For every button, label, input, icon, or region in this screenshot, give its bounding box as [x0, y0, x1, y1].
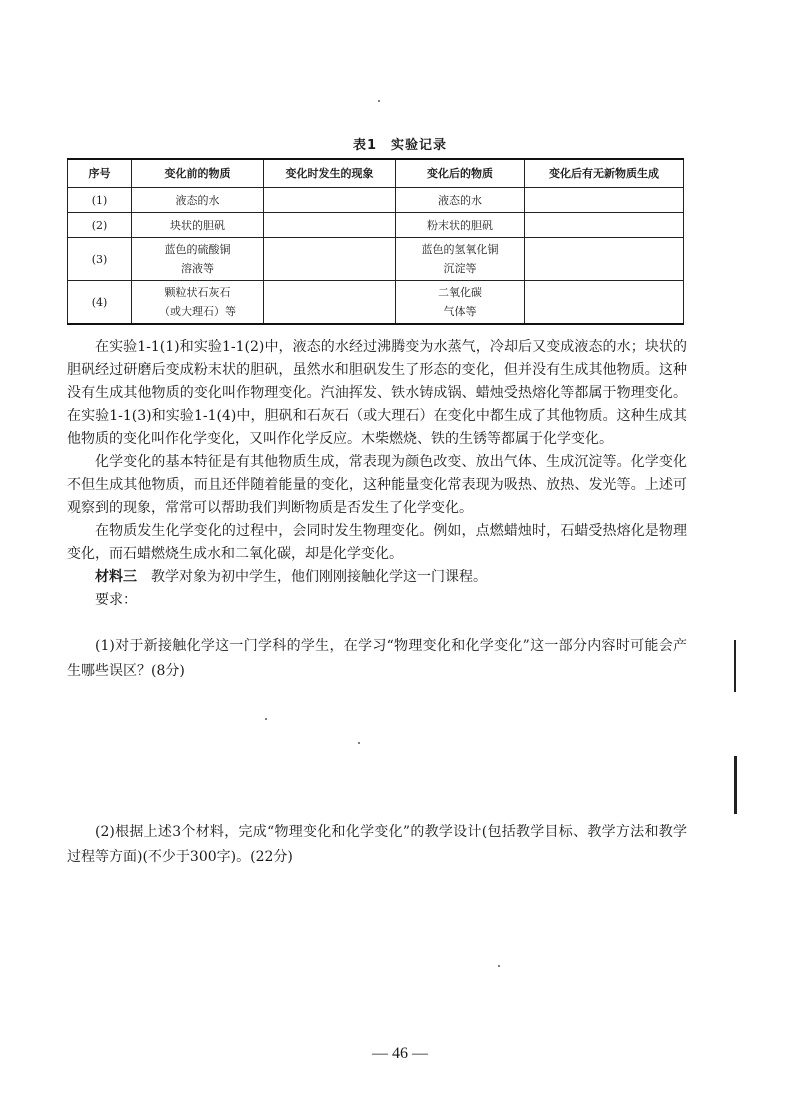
material-body: [67, 336, 687, 612]
header-number: 序号: [68, 159, 132, 188]
requirement-label: 要求：: [95, 592, 137, 608]
material-three-text: 教学对象为初中学生，他们刚刚接触化学这一门课程。: [151, 569, 487, 585]
margin-mark: [734, 640, 736, 692]
new-substance-cell: [525, 188, 684, 213]
row-number: (1): [68, 188, 132, 213]
before-substance: 液态的水: [132, 188, 264, 213]
page-number: — 46 —: [372, 1045, 428, 1062]
row-number: (4): [68, 281, 132, 325]
new-substance-cell: [525, 281, 684, 325]
row-number: (3): [68, 238, 132, 281]
new-substance-cell: [525, 238, 684, 281]
after-substance: 二氧化碳 气体等: [396, 281, 525, 325]
scan-speck: [498, 965, 500, 967]
paragraph-simultaneous-change: 在物质发生化学变化的过程中，会同时发生物理变化。例如，点燃蜡烛时，石蜡受热熔化是物理变化，而石蜡燃烧生成水和二氧化碳，却是化学变化。: [67, 523, 687, 562]
scan-speck: [265, 718, 267, 720]
before-substance: 颗粒状石灰石 （或大理石）等: [132, 281, 264, 325]
material-three-label: 材料三: [95, 569, 137, 585]
new-substance-cell: [525, 213, 684, 238]
table-header-row: [68, 159, 684, 188]
phenomenon-cell: [264, 213, 396, 238]
material-three: [67, 566, 687, 589]
question-1: (1)对于新接触化学这一门学科的学生，在学习“物理变化和化学变化”这一部分内容时可能会产生哪些误区？(8分): [67, 638, 687, 679]
scan-speck: [358, 742, 360, 744]
phenomenon-cell: [264, 281, 396, 325]
header-new-substance: 变化后有无新物质生成: [525, 159, 684, 188]
paragraph-physical-vs-chemical: 在实验1-1(1)和实验1-1(2)中，液态的水经过沸腾变为水蒸气，冷却后又变成液态的水；块状的胆矾经过研磨后变成粉末状的胆矾，虽然水和胆矾发生了形态的变化，但并没有生成其他物质。这种没有生成其他物质的变化叫作物理变化。汽油挥发、铁水铸成锅、蜡烛受热熔化等都属于物理变化。在实验1-1(3)和实验1-1(4)中，胆矾和石灰石（或大理石）在变化中都生成了其他物质。这种生成其他物质的变化叫作化学变化，又叫作化学反应。木柴燃烧、铁的生锈等都属于化学变化。: [67, 339, 687, 447]
question-2: (2)根据上述3个材料，完成“物理变化和化学变化”的教学设计(包括教学目标、教学方法和教学过程等方面)(不少于300字)。(22分): [67, 824, 687, 865]
table-row: [68, 213, 684, 238]
phenomenon-cell: [264, 188, 396, 213]
row-number: (2): [68, 213, 132, 238]
paragraph-chemical-features: 化学变化的基本特征是有其他物质生成，常表现为颜色改变、放出气体、生成沉淀等。化学变化不但生成其他物质，而且还伴随着能量的变化，这种能量变化常表现为吸热、放热、发光等。上述可观察到的现象，常常可以帮助我们判断物质是否发生了化学变化。: [67, 454, 687, 516]
table-row: [68, 188, 684, 213]
table-row: [68, 238, 684, 281]
header-phenomenon: 变化时发生的现象: [264, 159, 396, 188]
phenomenon-cell: [264, 238, 396, 281]
after-substance: 蓝色的氢氧化铜 沉淀等: [396, 238, 525, 281]
before-substance: 块状的胆矾: [132, 213, 264, 238]
after-substance: 粉末状的胆矾: [396, 213, 525, 238]
margin-mark: [734, 756, 737, 814]
table-row: [68, 281, 684, 325]
before-substance: 蓝色的硫酸铜 溶液等: [132, 238, 264, 281]
after-substance: 液态的水: [396, 188, 525, 213]
header-before: 变化前的物质: [132, 159, 264, 188]
scan-speck: [378, 100, 380, 102]
header-after: 变化后的物质: [396, 159, 525, 188]
table-caption: 表1 实验记录: [352, 138, 448, 153]
experiment-record-table: [67, 158, 684, 325]
